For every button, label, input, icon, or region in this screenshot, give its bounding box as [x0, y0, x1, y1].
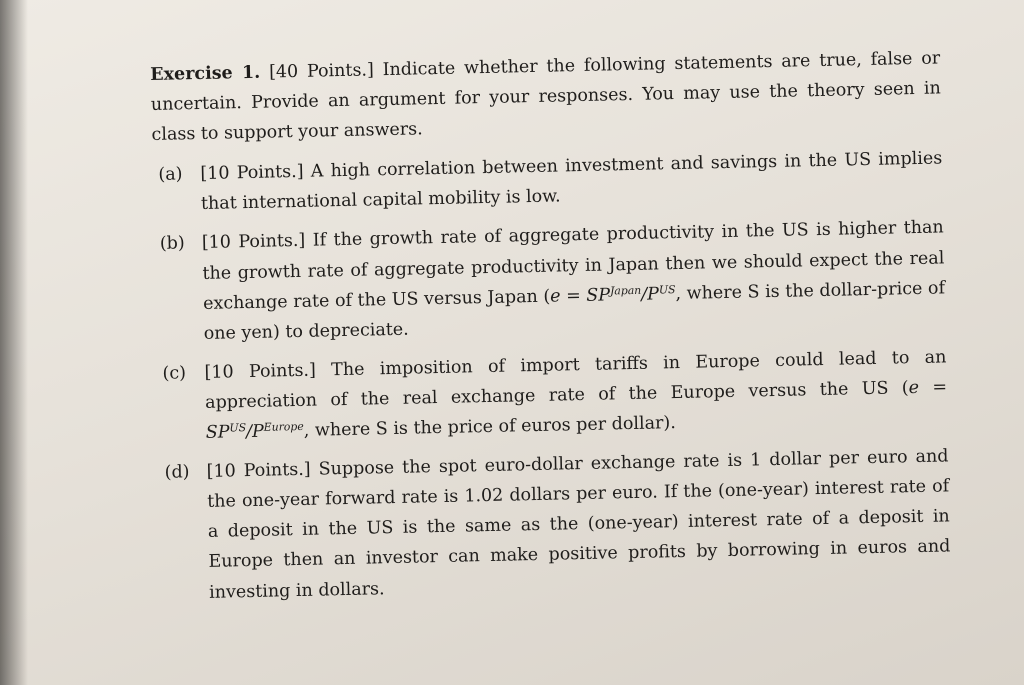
exercise-points: [40 Points.]: [268, 60, 375, 83]
part-b-points: [10 Points.]: [201, 231, 306, 254]
part-d-body: [206, 441, 951, 607]
part-c-text-after: , where S is the price of euros per dollar).: [303, 413, 677, 441]
part-d-label: (d): [164, 462, 190, 483]
part-c-text-before: The imposition of import tariffs in Europe could lead to an appreciation of the real exchange rate of the Europe versus the US (: [204, 347, 947, 413]
part-c-label: (c): [162, 363, 187, 384]
part-b-formula-mid: /P: [641, 284, 660, 305]
part-a-body: [200, 144, 943, 220]
part-b-formula-lhs: e = SP: [549, 285, 611, 307]
part-c-formula-sup-us: US: [229, 421, 247, 435]
part-a-label: (a): [158, 164, 183, 186]
part-b-formula-sup-japan: Japan: [609, 283, 642, 298]
part-a-text: A high correlation between investment and savings in the US implies that international capital mobility is low.: [200, 148, 943, 215]
part-b-label: (b): [159, 233, 185, 255]
part-b-formula: [550, 284, 676, 307]
part-b-formula-sup-us: US: [658, 282, 676, 297]
part-b-text-after: , where S is the dollar-price of one yen) to depreciate.: [203, 278, 946, 344]
part-d-text: Suppose the spot euro-dollar exchange rate is 1 dollar per euro and the one-year forward rate is 1.02 dollars per euro. If the (one-year) interest rate of a deposit in the US is the same as the (one-year) interest rate of a deposit in Europe then an investor can make positive profits by borrowing in euros and investing in dollars.: [207, 446, 951, 603]
part-c-body: [204, 342, 948, 448]
exercise-instructions: Indicate whether the following statements are true, false or uncertain. Provide an argument for your responses. You may use the theory seen in class to support your answers.: [150, 48, 941, 146]
exercise-intro: [150, 43, 942, 150]
part-c: [156, 342, 948, 449]
part-d: [158, 441, 951, 608]
exercise-title: Exercise 1.: [150, 62, 261, 85]
part-b-body: [202, 213, 946, 349]
part-a: [152, 144, 943, 221]
part-c-points: [10 Points.]: [204, 360, 317, 383]
part-c-formula-mid: /P: [245, 421, 265, 443]
part-c-formula-sup-europe: Europe: [263, 419, 304, 434]
page-edge-shadow: [0, 0, 28, 685]
exercise-content: [150, 43, 952, 617]
part-b: [154, 213, 946, 350]
part-a-points: [10 Points.]: [200, 162, 304, 185]
part-d-points: [10 Points.]: [206, 459, 311, 483]
part-c-formula-lhs: e = SP: [205, 377, 948, 443]
part-b-text-before: If the growth rate of aggregate productivity in the US is higher than the growth rate of aggregate productivity in Japan then we should expect the real exchange rate of the US versus Japan (: [202, 217, 945, 314]
